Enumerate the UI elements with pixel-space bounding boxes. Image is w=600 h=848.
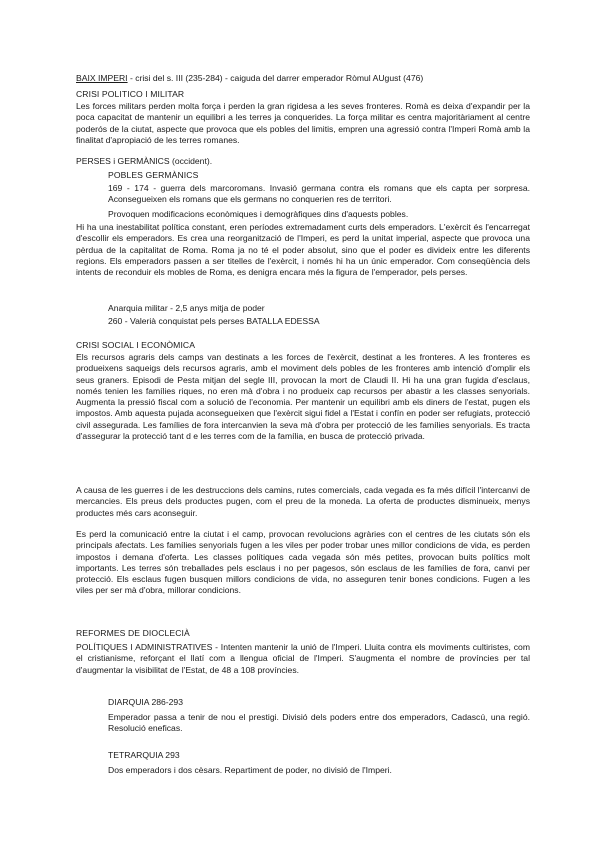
- section-heading-political: CRISI POLITICO I MILITAR: [76, 89, 185, 99]
- paragraph: PERSES i GERMÀNICS (occident).: [76, 156, 213, 166]
- paragraph: Es perd la comunicació entre la ciutat i el camp, provocan revolucions agràries con el centres de les ciutats són els principals afectats. Les famílies senyorials fugen a les viles per poder trobar unes millor condicions de vida, es perden impostos i demana d'oferta. Les classes polítiques cada vegada són més petites, provocan buits polítics molt importants. Les terres són treballades pels esclaus i no per pagesos, són esclaus de les famílies de fora, canvi per protecció. Els esclaus fugen busquen millors condicions de vida, no asseguren tenir bones condicions. Fugen a les viles per ser mà d'obra, millorar condicions.: [76, 529, 530, 596]
- paragraph: POLÍTIQUES I ADMINISTRATIVES - Intenten mantenir la unió de l'Imperi. Lluita contra els moviments cultiristes, com el cristianisme, reforçant el llatí com a llengua oficial de l'Imperi. S'augmenta el nombre de províncies per tal d'augmentar la visibilitat de l'Estat, de 48 a 108 províncies.: [76, 642, 530, 675]
- note-line: 260 - Valerià conquistat pels perses BATALLA EDESSA: [108, 316, 320, 326]
- title-rest: - crisi del s. III (235-284) - caiguda del darrer emperador Ròmul AUgust (476): [127, 73, 424, 83]
- paragraph: Hi ha una inestabilitat política constant, eren períodes extremadament curts dels emperadors. L'exèrcit és l'encarregat d'escollir els emperadors. Es crea una reorganització de l'Imperi, es perd la unitat imperial, aspecte que provoca una pèrdua de la capitalitat de Roma. Roma ja no té el poder absolut, sino que el poder es divideix entre les diferents regions. Els emperadors passen a ser titelles de l'exèrcit, i només hi ha un únic emperador. Com conseqüència dels intents de reconduir els mobles de Roma, es denigra encara més la figura de l'emperador, pels perses.: [76, 222, 530, 278]
- paragraph: Provoquen modificacions econòmiques i demogràfiques dins d'aquests pobles.: [108, 209, 409, 219]
- section-heading-social: CRISI SOCIAL I ECONÒMICA: [76, 340, 196, 350]
- paragraph: 169 - 174 - guerra dels marcoromans. Invasió germana contra els romans que els capta per sorpresa. Aconsegueixen els romans que els germans no conquerien res de territori.: [108, 183, 530, 205]
- subheading-diarchy: DIARQUIA 286-293: [108, 697, 183, 707]
- subheading-germanic-peoples: POBLES GERMÀNICS: [108, 170, 199, 180]
- title-main: BAIX IMPERI: [76, 73, 128, 83]
- paragraph: Dos emperadors i dos cèsars. Repartiment de poder, no divisió de l'Imperi.: [108, 765, 392, 775]
- paragraph: Els recursos agraris dels camps van destinats a les forces de l'exèrcit, destinat a les fronteres. A les fronteres es produeixens saqueigs dels recursos agraris, amb el moviment dels pobles de les fronteres amb intenció d'omplir els seus graners. Episodi de Pesta mitjan del segle III, provocan la mort de Claudi II. Hi ha una gran fugida d'esclaus, només tenien les famílies riques, no eren mà d'obra i no produeix cap recursos per abastir a les classes senyorials. Augmenta la pressió fiscal com a solució de l'economia. Per mantenir un equilibri amb els diners de l'estat, pugen els impostos. Amb aquesta pujada aconsegueixen que l'exèrcit sigui fidel a l'Estat i confín en poder ser refugiats, protecció civil assegurada. Les famílies de fora intercanvien la seva mà d'obra per protecció de les famílies senyorials. Es tracta d'assegurar la protecció tant d e les terres com de la família, en busca de protecció privada.: [76, 352, 530, 442]
- section-heading-reforms: REFORMES DE DIOCLECIÀ: [76, 628, 190, 638]
- note-line: Anarquia militar - 2,5 anys mitja de poder: [108, 303, 265, 313]
- paragraph: Les forces militars perden molta força i perden la gran rigidesa a les seves fronteres. Romà es deixa d'expandir per la poca capacitat de mantenir un equilibri a les terres ja conquerides. La força militar es centra majoritàriament al centre poderós de la ciutat, aspecte que provoca que els pobles del limitis, empren una agressió contra l'Imperi Romà amb la finalitat d'apropiació de les terres romanes.: [76, 101, 530, 145]
- paragraph: A causa de les guerres i de les destruccions dels camins, rutes comercials, cada vegada es fa més difícil l'intercanvi de mercancies. Els preus dels productes pugen, com el preu de la moneda. La oferta de productes disminueix, menys productes més cars aconseguir.: [76, 485, 530, 518]
- subheading-tetrarchy: TETRARQUIA 293: [108, 750, 180, 760]
- paragraph: Emperador passa a tenir de nou el prestigi. Divisió dels poders entre dos emperadors, Cadascú, una regió. Resolució eneficas.: [108, 712, 530, 734]
- document-title: [76, 73, 536, 84]
